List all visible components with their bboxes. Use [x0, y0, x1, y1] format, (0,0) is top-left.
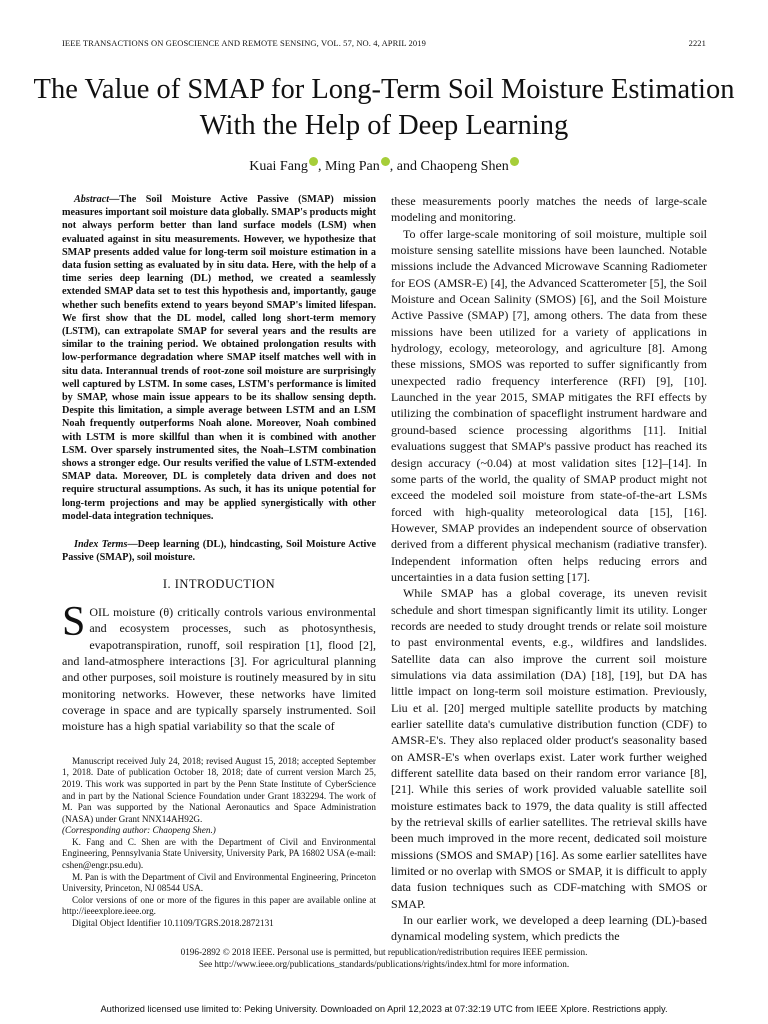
left-column — [62, 193, 376, 930]
orcid-icon[interactable] — [309, 157, 318, 166]
page-number: 2221 — [688, 38, 706, 48]
index-terms — [62, 538, 376, 564]
copyright-notice — [0, 946, 768, 970]
footnote-color-versions: Color versions of one or more of the figures in this paper are available online at http://ieeexplore.ieee.org. — [62, 894, 376, 917]
footnote-manuscript: Manuscript received July 24, 2018; revised August 15, 2018; accepted September 1, 2018. Date of publication October 18, 2018; date of current version March 25, 2019. This work was supported in part by the Penn State Institute of CyberScience and in part by the National Science Foundation under Grant 1832294. The work of M. Pan was supported by the National Aeronautics and Space Administration (NASA) under Grant NNX14AH92G. — [62, 755, 376, 824]
intro-paragraph — [62, 598, 376, 735]
abstract-text: —The Soil Moisture Active Passive (SMAP) mission measures important soil moisture data globally. SMAP's products might not always perform better than land surface models (LSM) when evaluated against in situ measurements. However, we hypothesize that SMAP presents added value for long-term soil moisture estimation in a data fusion setting as evaluated by in situ data. Here, with the help of a time series deep learning (DL) method, we created a seamlessly extended SMAP data set to test this hypothesis and, importantly, gauge whether such benefits extend to years beyond SMAP's limited lifespan. We first show that the DL model, called long short-term memory (LSTM), can extrapolate SMAP for several years and the results are similar to the training period. We obtained prolongation results with low-performance degradation where SMAP itself matches well with in situ data. Interannual trends of root-zone soil moisture are surprisingly well captured by LSTM. In some cases, LSTM's performance is limited by SMAP, whose main issue appears to be its shallow sensing depth. Despite this limitation, a simple average between LSTM and an LSM Noah frequently outperforms Noah alone. Moreover, Noah combined with LSTM is more skillful than when it is combined with another LSM. Over sparsely instrumented sites, the Noah–LSTM combination shows a stronger edge. Our results verified the value of LSTM-extended SMAP data. Moreover, DL is completely data driven and does not require structural assumptions. As such, it has its unique potential for long-term projections and may be applied synergistically with other model-data integration techniques. — [62, 194, 376, 522]
orcid-icon[interactable] — [510, 157, 519, 166]
paragraph: To offer large-scale monitoring of soil moisture, multiple soil moisture sensing satellite missions have been launched. Notable missions include the Advanced Microwave Scanning Radiometer for EOS (AMSR-E) [4], the Advanced Scatterometer [5], the Soil Moisture and Ocean Salinity (SMOS) [6], and the Soil Moisture Active Passive (SMAP) [7], among others. The data from these missions have been utilized for a variety of applications in hydrology, ecology, meteorology, and agriculture [8]. Among these missions, SMOS was reported to suffer significantly from unexpected radio frequency interference (RFI) [9], [10]. Launched in the year 2015, SMAP mitigates the RFI effects by utilizing the combination of spaceflight instrument hardware and ground-based science processing algorithms [11]. Initial evaluations suggest that SMAP's passive product has reached its design accuracy (~0.04) at most validation sites [12]–[14]. In some parts of the world, the quality of SMAP product might not exceed the modeled soil moisture from state-of-the-art LSMs forced with high-quality meteorological data [15], [16]. However, SMAP provides an independent source of observation derived from a different physical mechanism (radiative transfer). Independent information often helps reducing errors and uncertainties in a data fusion setting [17]. — [391, 226, 707, 584]
author-list — [0, 157, 768, 175]
running-header — [62, 38, 706, 48]
abstract-label: Abstract — [74, 194, 110, 205]
intro-text: OIL moisture (θ) critically controls various environmental and ecosystem processes, such as photosynthesis, evapotranspiration, runoff, soil respiration [1], flood [2], and land-atmosphere interactions [3]. For agricultural planning and other purposes, soil moisture is routinely measured by in situ monitoring networks. However, these networks have limited coverage in space and are typically sparsely instrumented. Soil moisture has a high spatial variability so that the scale of — [62, 604, 376, 734]
author-pan: , Ming Pan — [317, 159, 380, 174]
journal-name: IEEE TRANSACTIONS ON GEOSCIENCE AND REMOTE SENSING, VOL. 57, NO. 4, APRIL 2019 — [62, 38, 426, 48]
paragraph: these measurements poorly matches the needs of large-scale modeling and monitoring. — [391, 194, 707, 225]
paper-title: The Value of SMAP for Long-Term Soil Moisture Estimation With the Help of Deep Learning — [33, 74, 735, 141]
footnote-doi: Digital Object Identifier 10.1109/TGRS.2018.2872131 — [72, 918, 274, 929]
footnote-affiliation-psu: K. Fang and C. Shen are with the Department of Civil and Environmental Engineering, Pennsylvania State University, University Park, PA 16802 USA (e-mail: cshen@engr.psu.edu). — [62, 836, 376, 871]
right-column — [391, 193, 707, 945]
paragraph: While SMAP has a global coverage, its uneven revisit schedule and short timespan significantly limit its utility. Longer records are needed to study drought trends or relate soil moisture to past environmental events, e.g., wildfires and landslides. Satellite data can also improve the current soil moisture simulations via data assimilation (DA) [18], [19], but DA has little impact on long-term soil moisture estimation. Previously, Liu et al. [20] merged multiple satellite products by matching earlier satellite data's cumulative distribution function (CDF) to AMSR-E's. They also replaced older product's seasonality based on AMSR-E's when overlaps exist. Later work further weighed different satellite data based on their random error variance [8], [21]. While this series of work provided valuable satellite soil moisture estimates back to 1979, the data quality is still affected by the retrieval skills of earlier satellites. The retrieval skills have been much improved in the more recent, dedicated soil moisture missions (SMOS and SMAP) [16]. As some earlier satellites have limited or no overlap with SMOS or SMAP, it is difficult to apply data fusion techniques such as CDF-matching with SMOS or SMAP. — [391, 586, 707, 911]
abstract — [62, 193, 376, 523]
footnotes — [62, 756, 376, 930]
copyright-line: 0196-2892 © 2018 IEEE. Personal use is permitted, but republication/redistribution requires IEEE permission. — [180, 947, 588, 957]
author-shen: , and Chaopeng Shen — [389, 159, 509, 174]
paragraph: In our earlier work, we developed a deep learning (DL)-based dynamical modeling system, which predicts the — [391, 913, 707, 944]
index-terms-label: Index Terms — [74, 539, 128, 551]
rights-link-line: See http://www.ieee.org/publications_standards/publications/rights/index.html for more information. — [198, 959, 570, 969]
author-fang: Kuai Fang — [249, 159, 308, 174]
footnote-affiliation-princeton: M. Pan is with the Department of Civil and Environmental Engineering, Princeton University, Princeton, NJ 08544 USA. — [62, 871, 376, 894]
license-notice: Authorized licensed use limited to: Peking University. Downloaded on April 12,2023 at 07:32:19 UTC from IEEE Xplore. Restrictions apply. — [100, 1004, 668, 1014]
index-terms-text: —Deep learning (DL), hindcasting, Soil Moisture Active Passive (SMAP), soil moisture. — [62, 539, 376, 564]
drop-cap: S — [62, 598, 86, 645]
section-heading: I. INTRODUCTION — [162, 577, 276, 592]
orcid-icon[interactable] — [381, 157, 390, 166]
footnote-corresponding: (Corresponding author: Chaopeng Shen.) — [62, 825, 216, 836]
